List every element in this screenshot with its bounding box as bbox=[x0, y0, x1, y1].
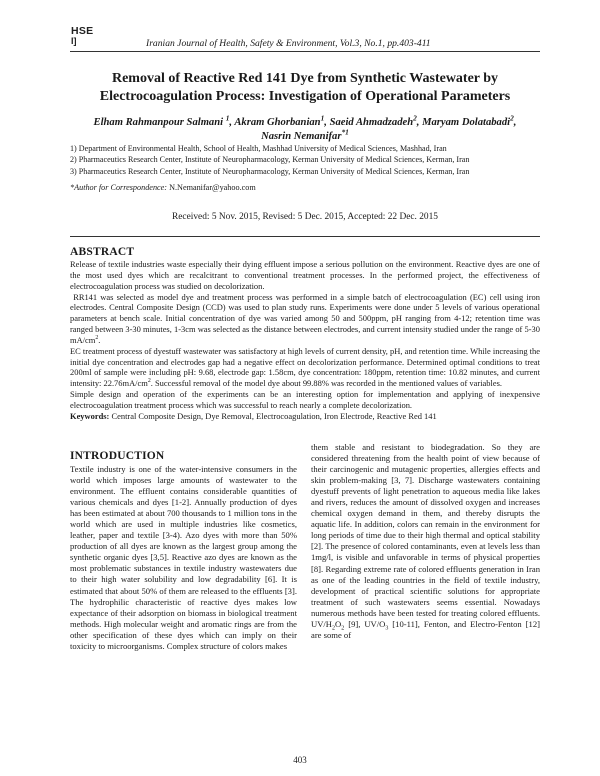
introduction-left-column bbox=[70, 464, 297, 652]
intro-text: [9], UV/O bbox=[344, 618, 386, 629]
affiliation: 3) Pharmaceutics Research Center, Institute of Neuropharmacology, Kerman University of Medical Sciences, Kerman, Iran bbox=[70, 166, 470, 176]
intro-paragraph: Textile industry is one of the water-intensive consumers in the world which imposes large amounts of wastewater to the environment. The effluent contains considerable quantities of various chemicals and dyes [1-2]. Annually production of dyes has been estimated at about 700 thousands to 1 million tons in the world which are used in multiple industries like cosmetics, leather, paper and textile [3-4). Azo dyes with more than 50% production of all dyes are known as the largest group among the synthetic organic dyes [3,5]. Reactive azo dyes are known as the most problematic substances in textile industry wastewaters due to their high water solubility and low degradability [6]. It is estimated that about 50% of them are released to the effluents [3]. The hydrophilic characteristic of reactive dyes makes low expectance of their adsorption on biomass in biological treatment methods. High molecular weight and aromatic rings are from the other specification of these dyes which can imply on their toxicity to microorganisms. Complex structure of colors makes bbox=[70, 464, 297, 651]
author-name: Elham Rahmanpour Salmani bbox=[93, 117, 224, 128]
abstract-text: . Successful removal of the model dye about 99.88% was recorded in the mentioned values of variables. bbox=[150, 378, 502, 389]
author-name: Akram Ghorbanian bbox=[234, 117, 321, 128]
abstract-body bbox=[70, 259, 540, 422]
title-line-2: Electrocoagulation Process: Investigation of Operational Parameters bbox=[99, 89, 511, 104]
subscript: 2 bbox=[341, 625, 345, 632]
keywords bbox=[70, 411, 540, 422]
page-number: 403 bbox=[293, 755, 307, 765]
subscript: 3 bbox=[385, 625, 389, 632]
abstract-paragraph: Simple design and operation of the experiments can be an interesting option for implementation and applying of inexpensive electrocoagulation treatment process which was successful to reach nearly a complete decolorization. bbox=[70, 389, 540, 410]
author-affiliation-mark: 1 bbox=[320, 113, 325, 123]
received-dates: Received: 5 Nov. 2015, Revised: 5 Dec. 2015, Accepted: 22 Dec. 2015 bbox=[172, 212, 438, 222]
affiliations bbox=[70, 143, 469, 177]
keywords-label: Keywords: bbox=[70, 410, 110, 421]
abstract-paragraph bbox=[70, 346, 540, 389]
affiliation: 2) Pharmaceutics Research Center, Institute of Neuropharmacology, Kerman University of Medical Sciences, Kerman, Iran bbox=[70, 155, 470, 165]
abstract-text: EC treatment process of dyestuff wastewater was satisfactory at high levels of current density, pH, and retention time. While increasing the initial dye concentration and electrodes gap had a negative effect on decolorization performance. Determined optimal conditions to treat 200ml of sample were including pH: 9.68, electrode gap: 1.58cm, dye concentration: 180ppm, retention time: 10.82 minutes, and current intensity: 22.76mA/cm bbox=[70, 345, 540, 389]
section-rule bbox=[70, 236, 540, 237]
keywords-list: Central Composite Design, Dye Removal, Electrocoagulation, Iron Electrode, Reactive Red 141 bbox=[111, 410, 437, 421]
intro-paragraph bbox=[311, 442, 540, 641]
intro-text: them stable and resistant to biodegradation. So they are considered threatening from the health point of view because of their carcinogenic and mutagenic properties, allergies effects and skin problem-making [3, 7]. Discharge wastewaters containing dyestuff prevents of light penetration to aqueous media like lakes and rivers, reduces the amount of dissolved oxygen and increases chemical oxygen demand in them, and thereby disrupts the aquatic life. In addition, colors can remain in the environment for long periods of time due to their high thermal and optical stability [2]. The presence of colored contaminants, even at levels less than 1mg/l, is visible and unfavorable in terms of physical properties [8]. Regarding extreme rate of colored effluents generation in Iran as one of the leading countries in the field of textile industry, development of practical scientific solutions for appropriate treatment of such wastewaters seems essential. Nowadays numerous methods have been tested for treating colored effluents. UV/H bbox=[311, 442, 540, 629]
superscript: 2 bbox=[147, 378, 151, 385]
author-name: Saeid Ahmadzadeh bbox=[329, 117, 414, 128]
introduction-heading: INTRODUCTION bbox=[70, 450, 165, 462]
author-affiliation-mark: 2 bbox=[413, 113, 417, 123]
author-affiliation-mark: 2 bbox=[510, 113, 514, 123]
logo-text: HSE bbox=[71, 25, 94, 37]
author-affiliation-mark: 1 bbox=[225, 113, 230, 123]
subscript: 2 bbox=[332, 625, 336, 632]
correspondence-email[interactable]: N.Nemanifar@yahoo.com bbox=[169, 183, 256, 192]
paper-title bbox=[70, 70, 540, 106]
logo-glyph: I] bbox=[71, 36, 77, 46]
affiliation: 1) Department of Environmental Health, School of Health, Mashhad University of Medical Sciences, Mashhad, Iran bbox=[70, 144, 447, 153]
author-name: Nasrin Nemanifar bbox=[261, 131, 342, 142]
author-list bbox=[70, 113, 540, 144]
author-line-1: Elham Rahmanpour Salmani $^1$, Akram Ghorbanian$^1$, Saeid Ahmadzadeh$^2$, Maryam Dolatabadi$^2$, bbox=[93, 113, 517, 128]
abstract-text: . bbox=[98, 334, 101, 345]
header-rule bbox=[70, 51, 540, 52]
title-line-1: Removal of Reactive Red 141 Dye from Synthetic Wastewater by bbox=[111, 71, 499, 86]
introduction-right-column bbox=[311, 442, 540, 641]
author-line-2 bbox=[70, 127, 540, 144]
abstract-paragraph bbox=[70, 292, 540, 346]
superscript: 2 bbox=[95, 335, 99, 342]
correspondence bbox=[70, 183, 256, 192]
abstract-paragraph: Release of textile industries waste especially their dying effluent impose a serious pollution on the environment. Reactive dyes are one of the most used dyes which are recalcitrant to conventional treatment processes. In the performed project, the effectiveness of electrocoagulation process was studied on decolorization. bbox=[70, 259, 540, 291]
author-name: Maryam Dolatabadi bbox=[422, 117, 511, 128]
journal-header: Iranian Journal of Health, Safety & Environment, Vol.3, No.1, pp.403-411 bbox=[146, 38, 431, 49]
abstract-heading: ABSTRACT bbox=[70, 246, 135, 258]
correspondence-label: *Author for Correspondence: bbox=[70, 183, 168, 192]
journal-logo bbox=[70, 25, 106, 47]
abstract-text: RR141 was selected as model dye and treatment process was performed in a simple batch of electrocoagulation (EC) cell using iron electrodes. Central Composite Design (CCD) was used to plan study runs. Experiments were done under 5 levels of various operational parameters at bench scale. Initial concentration of dye was varied among 50 and 500ppm, pH ranging from 4-12; retention time was ranged between 3-30 minutes, 1-3cm was selected as the distance between electrodes, and current intensity studied under the range of 5-30 mA/cm bbox=[70, 291, 540, 345]
author-affiliation-mark: *1 bbox=[341, 127, 349, 137]
intro-text: [10-11], Fenton, and Electro-Fenton [12] are some of bbox=[311, 618, 540, 640]
intro-text: O bbox=[335, 618, 342, 629]
